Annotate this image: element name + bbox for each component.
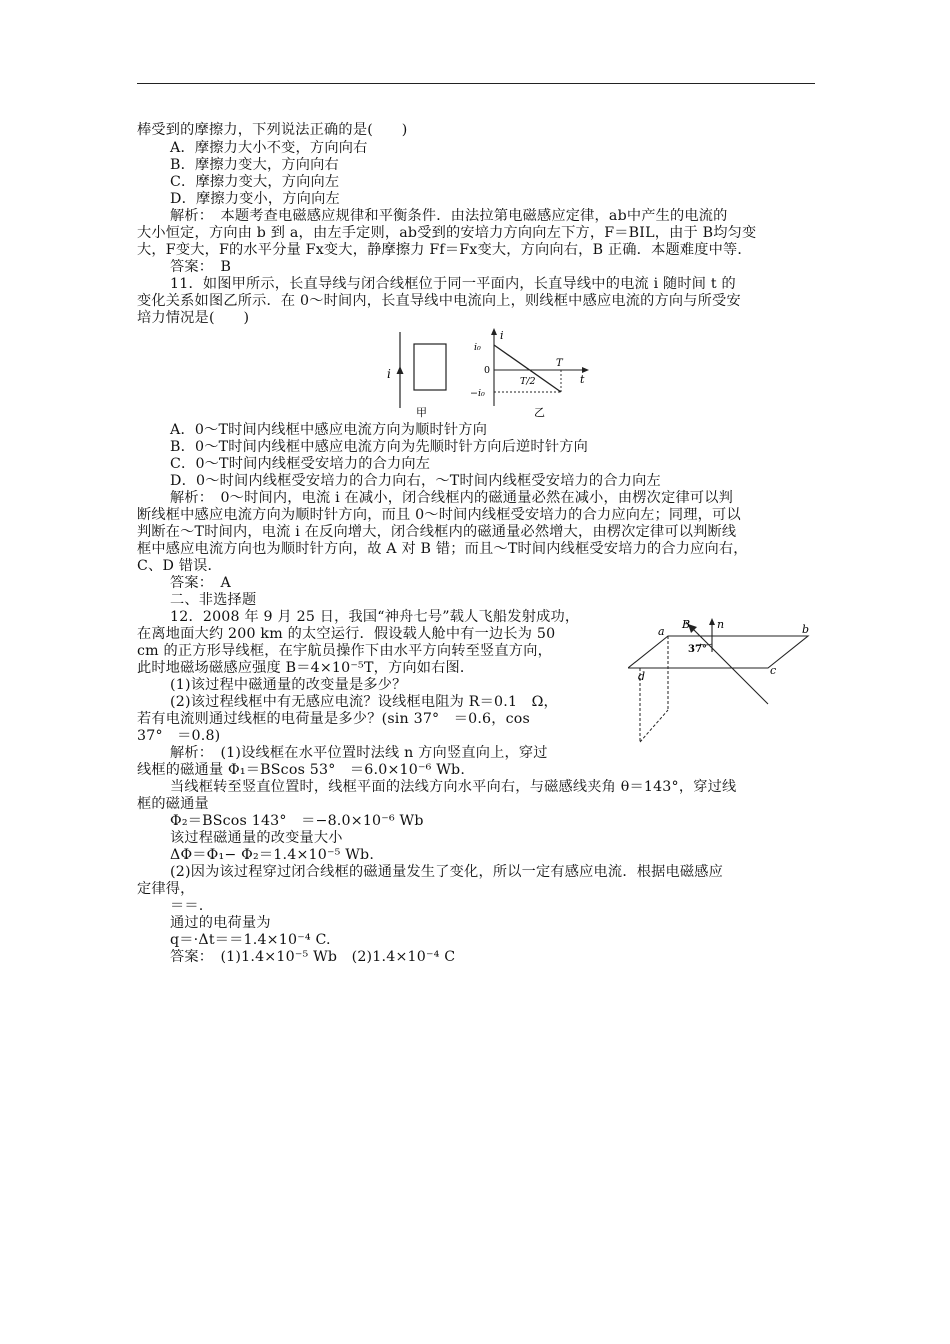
q11-option-b: B．0～T时间内线框中感应电流方向为先顺时针方向后逆时针方向	[170, 439, 588, 455]
label-i: i	[387, 367, 391, 381]
vertex-c: c	[770, 664, 777, 677]
field-line-B	[686, 622, 768, 704]
q10-analysis-line: 解析： 本题考查电磁感应规律和平衡条件．由法拉第电磁感应定律，ab中产生的电流的	[170, 208, 728, 224]
q10-stem: 棒受到的摩擦力，下列说法正确的是( )	[137, 122, 408, 138]
q12-solution-line: ＝＝.	[170, 898, 204, 914]
q10-answer: 答案： B	[170, 259, 232, 275]
label-jia: 甲	[416, 406, 427, 418]
q11-stem-line: 培力情况是( )	[137, 310, 250, 326]
q11-option-c: C．0～T时间内线框受安培力的合力向左	[170, 456, 431, 472]
q12-solution-line: ΔΦ＝Φ₁− Φ₂＝1.4×10⁻⁵ Wb.	[170, 847, 375, 863]
q12-solution-line: 定律得，	[137, 881, 195, 897]
section-title: 二、非选择题	[170, 592, 257, 608]
graph-zero: 0	[484, 365, 491, 376]
q12-sub2-line: 若有电流则通过线框的电荷量是多少？(sin 37° ＝0.6，cos	[137, 711, 531, 727]
q12-solution-line: Φ₂＝BScos 143° ＝−8.0×10⁻⁶ Wb	[170, 813, 424, 829]
q10-analysis-line: 大小恒定，方向由 b 到 a，由左手定则，ab受到的安培力方向向左下方，F＝BIL，由于 B均匀变	[137, 225, 757, 241]
graph-i-label: i	[500, 329, 504, 342]
q12-stem-line: 在离地面大约 200 km 的太空运行．假设载人舱中有一边长为 50	[137, 626, 556, 642]
frame-vertical-edge	[640, 710, 668, 742]
q12-solution-line: 线框的磁通量 Φ₁＝BScos 53° ＝6.0×10⁻⁶ Wb.	[137, 762, 466, 778]
q12-sub2-line: 37° ＝0.8)	[137, 728, 221, 744]
q10-option-c: C．摩擦力变大，方向向左	[170, 174, 340, 190]
label-yi: 乙	[534, 406, 545, 418]
angle-label: 37°	[688, 644, 707, 655]
q12-solution-line: 框的磁通量	[137, 796, 209, 812]
graph-T: T	[556, 358, 563, 369]
q12-solution-line: 通过的电荷量为	[170, 915, 271, 931]
wire-frame	[414, 344, 446, 390]
q10-option-a: A．摩擦力大小不变，方向向右	[170, 140, 368, 156]
current-arrow-icon	[397, 366, 404, 374]
q12-sub2-line: (2)该过程线框中有无感应电流？设线框电阻为 R＝0.1 Ω，	[170, 694, 558, 710]
q12-solution-line: (2)因为该过程穿过闭合线框的磁通量发生了变化，所以一定有感应电流．根据电磁感应	[170, 864, 724, 880]
q12-answer: 答案： (1)1.4×10⁻⁵ Wb (2)1.4×10⁻⁴ C	[170, 949, 456, 965]
q12-stem-line: 12．2008 年 9 月 25 日，我国“神舟七号”载人飞船发射成功，	[170, 609, 580, 625]
q11-analysis-line: 框中感应电流方向也为顺时针方向，故 A 对 B 错；而且～T时间内线框受安培力的合力应向右，	[137, 541, 748, 557]
q12-figure	[628, 614, 818, 744]
graph-t-label: t	[580, 373, 585, 386]
label-B: B	[682, 618, 691, 631]
label-n: n	[717, 618, 725, 631]
vertex-b: b	[802, 623, 810, 636]
q11-answer: 答案： A	[170, 575, 231, 591]
normal-arrow-icon	[709, 618, 715, 625]
q11-analysis-line: 断线框中感应电流方向为顺时针方向，而且 0～时间内线框受安培力的合力应向左；同理，可以	[137, 507, 741, 523]
q11-analysis-line: 判断在～T时间内，电流 i 在反向增大，闭合线框内的磁通量必然增大，由楞次定律可以判断线	[137, 524, 737, 540]
q12-stem-line: cm 的正方形导线框，在宇航员操作下由水平方向转至竖直方向，	[137, 643, 552, 659]
q11-stem-line: 变化关系如图乙所示．在 0～时间内，长直导线中电流向上，则线框中感应电流的方向与所受安	[137, 293, 741, 309]
header-rule	[137, 83, 815, 84]
q12-solution-line: 该过程磁通量的改变量大小	[170, 830, 343, 846]
graph-T2: T/2	[520, 376, 536, 387]
vertex-d: d	[638, 670, 646, 683]
q12-solution-line: q＝·Δt＝＝1.4×10⁻⁴ C.	[170, 932, 331, 948]
q11-analysis-line: 解析： 0～时间内，电流 i 在减小，闭合线框内的磁通量必然在减小，由楞次定律可以判	[170, 490, 734, 506]
q11-analysis-line: C、D 错误．	[137, 558, 222, 574]
q12-stem-line: 此时地磁场磁感应强度 B＝4×10⁻⁵T，方向如右图．	[137, 660, 475, 676]
q12-solution-line: 解析： (1)设线框在水平位置时法线 n 方向竖直向上，穿过	[170, 745, 548, 761]
q12-sub1: (1)该过程中磁通量的改变量是多少？	[170, 677, 407, 693]
graph-neg-i0: −i₀	[470, 388, 485, 399]
q10-option-d: D．摩擦力变小，方向向左	[170, 191, 340, 207]
q11-figure	[380, 326, 600, 418]
q10-analysis-line: 大，F变大，F的水平分量 Fx变大，静摩擦力 Ff＝Fx变大，方向向右，B 正确．本题难度中等．	[137, 242, 752, 258]
q11-option-a: A．0～T时间内线框中感应电流方向为顺时针方向	[170, 422, 488, 438]
q11-option-d: D．0～时间内线框受安培力的合力向右，～T时间内线框受安培力的合力向左	[170, 473, 661, 489]
q10-option-b: B．摩擦力变大，方向向右	[170, 157, 339, 173]
q11-stem-line: 11．如图甲所示，长直导线与闭合线框位于同一平面内，长直导线中的电流 i 随时间 t 的	[170, 276, 736, 292]
frame-horizontal	[628, 636, 808, 668]
axis-arrow-icon	[491, 328, 497, 335]
graph-i0: i₀	[474, 342, 481, 353]
q12-solution-line: 当线框转至竖直位置时，线框平面的法线方向水平向右，与磁感线夹角 θ＝143°，穿过线	[170, 779, 737, 795]
vertex-a: a	[658, 625, 665, 638]
